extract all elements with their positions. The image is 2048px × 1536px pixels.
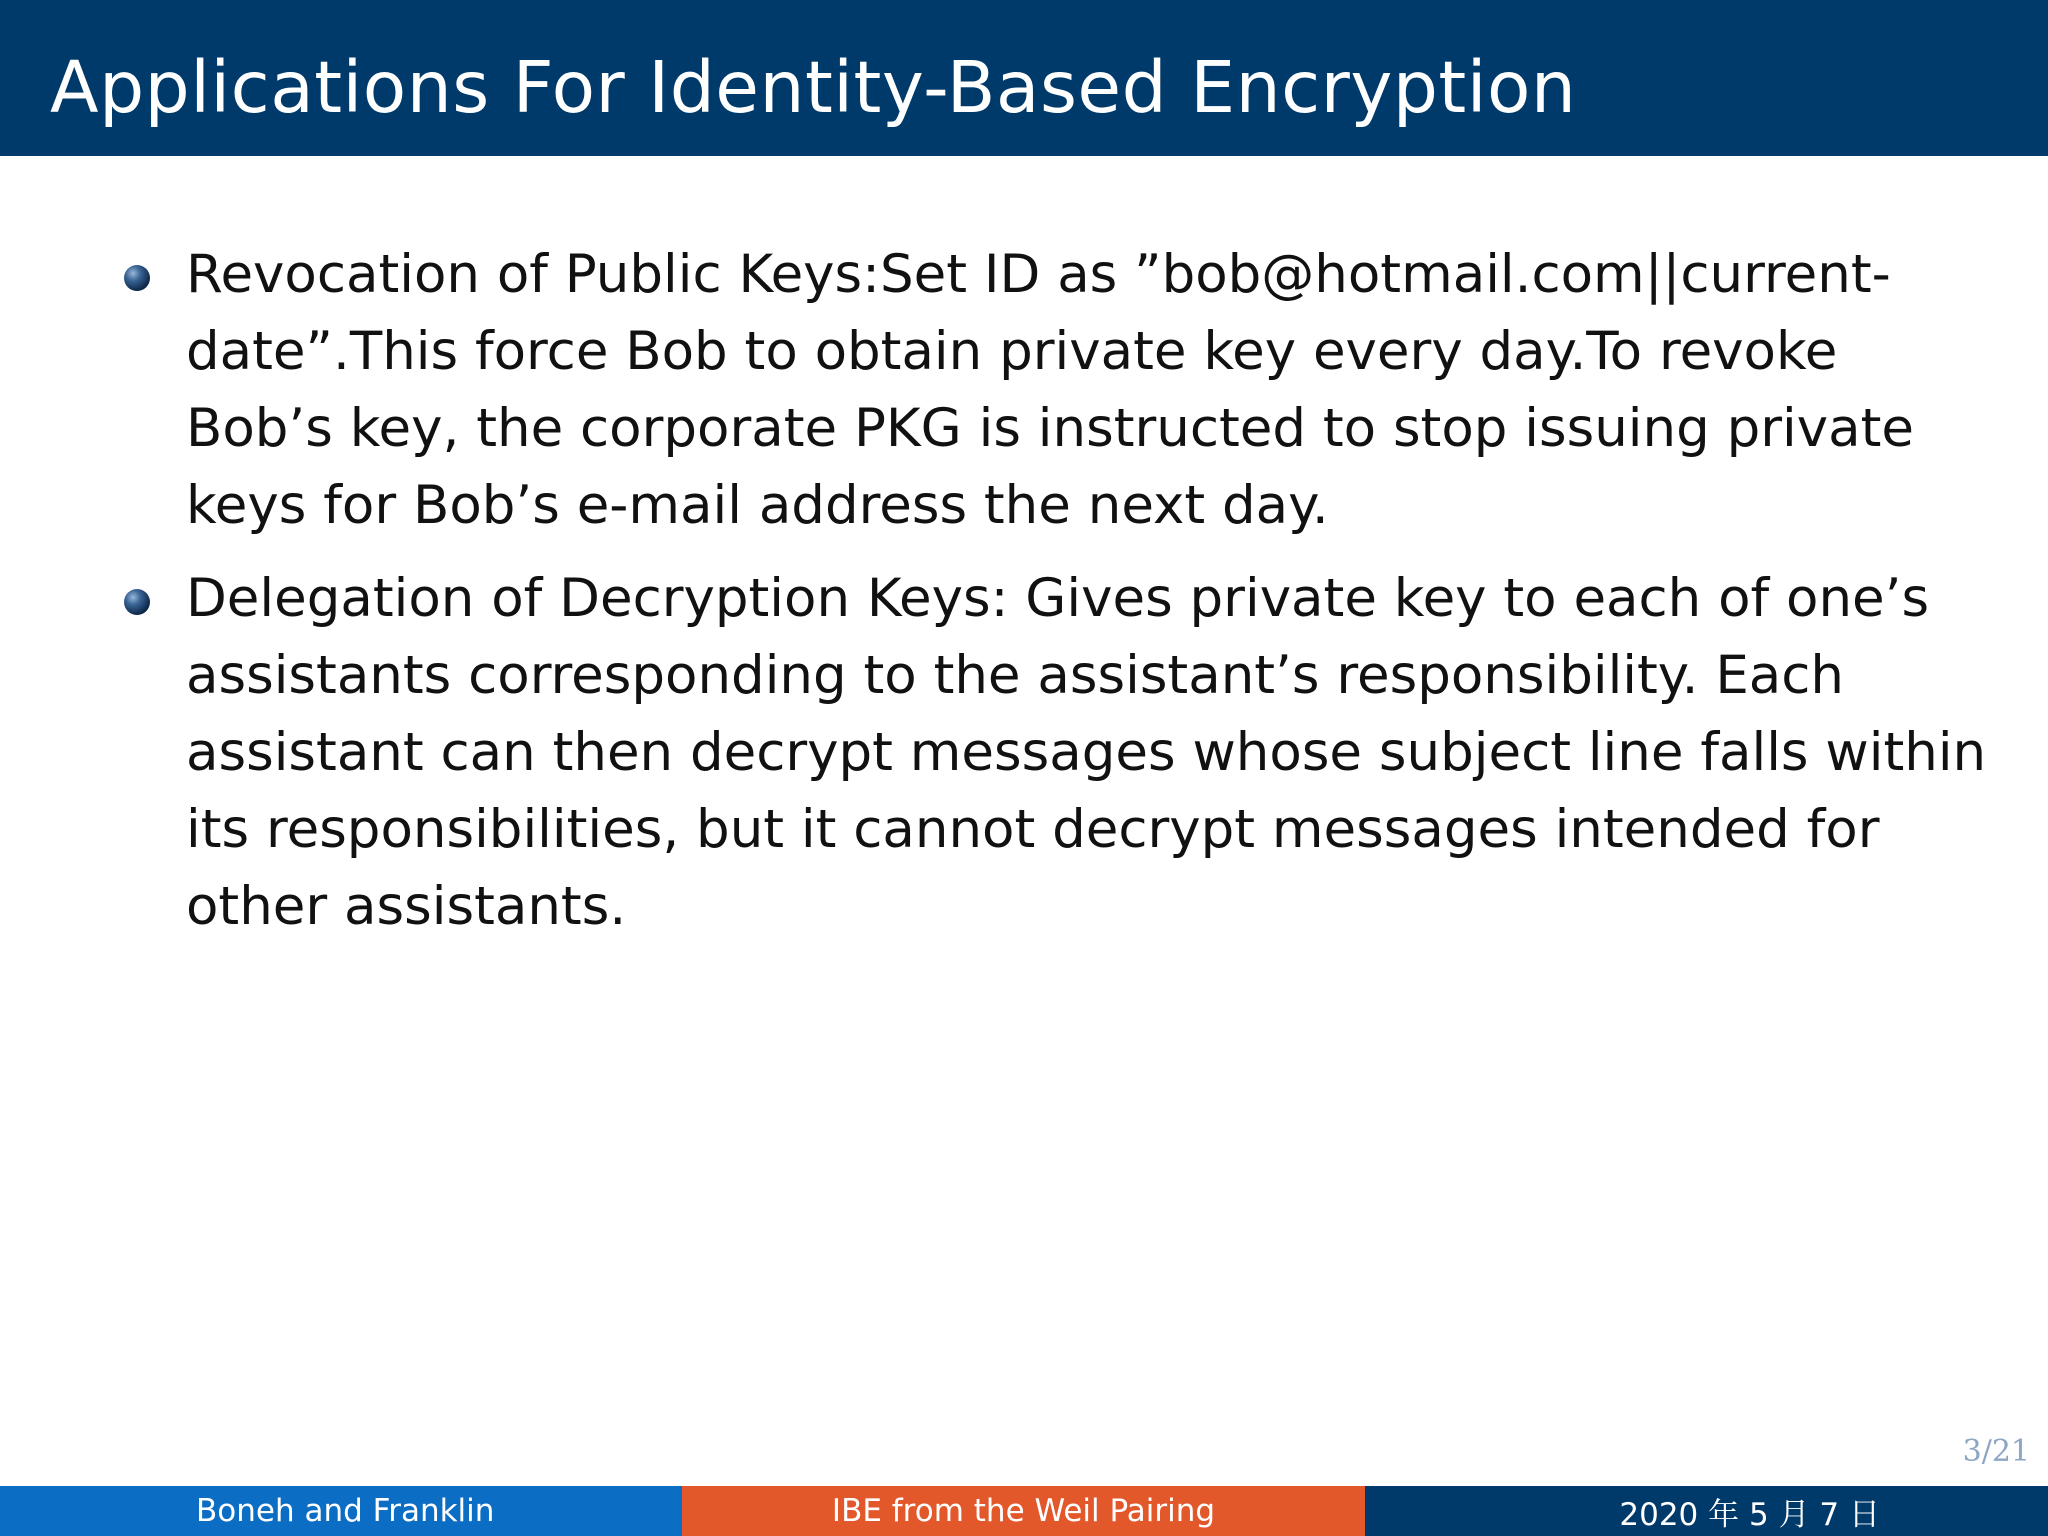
page-number: 3/21 [1962,1434,2030,1469]
title-bar [0,0,2048,156]
sphere-bullet-icon [124,265,150,291]
slide-title: Applications For Identity-Based Encryption [50,46,1577,129]
footer-talk-title: IBE from the Weil Pairing [682,1486,1365,1536]
bullet-item-revocation [186,236,1996,544]
slide-content [0,236,2048,961]
bullet-text: Revocation of Public Keys:Set ID as ”bob@hotmail.com||current-date”.This force Bob to obtain private key every day.To revoke Bob’s key, the corporate PKG is instructed to stop issuing private keys for Bob’s e-mail address the next day. [186,244,1914,536]
bullet-text: Delegation of Decryption Keys: Gives private key to each of one’s assistants corresponding to the assistant’s responsibility. Each assistant can then decrypt messages whose subject line falls within its responsibilities, but it cannot decrypt messages intended for other assistants. [186,568,1987,937]
footer-bar [0,1486,2048,1536]
sphere-bullet-icon [124,589,150,615]
bullet-item-delegation [186,560,1996,945]
footer-date: 2020 年 5 月 7 日 [1365,1486,2048,1536]
footer-authors: Boneh and Franklin [0,1486,682,1536]
